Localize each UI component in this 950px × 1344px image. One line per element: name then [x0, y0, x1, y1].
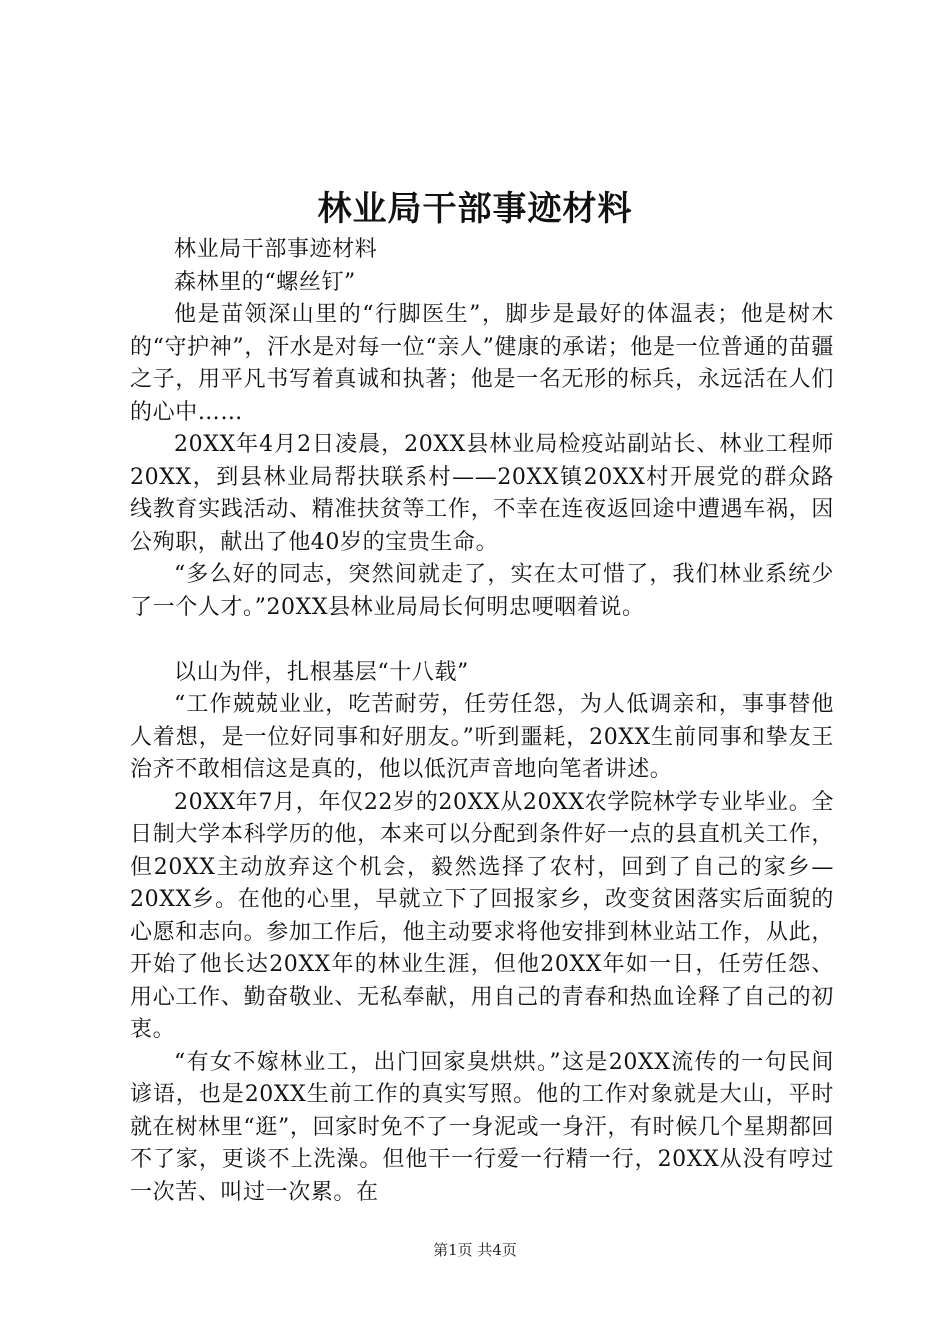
paragraph: “多么好的同志，突然间就走了，实在太可惜了，我们林业系统少了一个人才。”20XX县林业局局长何明忠哽咽着说。 — [130, 562, 834, 620]
paragraph: 他是苗领深山里的“行脚医生”，脚步是最好的体温表；他是树木的“守护神”，汗水是对每一位“亲人”健康的承诺；他是一位普通的苗疆之子，用平凡书写着真诚和执著；他是一名无形的标兵，永远活在人们的心中…… — [130, 302, 834, 425]
document-body — [130, 234, 834, 1209]
page-number: 第1页 共4页 — [433, 1241, 517, 1259]
paragraph: 20XX年4月2日凌晨，20XX县林业局检疫站副站长、林业工程师20XX，到县林业局帮扶联系村——20XX镇20XX村开展党的群众路线教育实践活动、精准扶贫等工作，不幸在连夜返回途中遭遇车祸，因公殉职，献出了他40岁的宝贵生命。 — [130, 432, 834, 555]
paragraph: “有女不嫁林业工，出门回家臭烘烘。”这是20XX流传的一句民间谚语，也是20XX生前工作的真实写照。他的工作对象就是大山，平时就在树林里“逛”，回家时免不了一身泥或一身汗，有时候几个星期都回不了家，更谈不上洗澡。但他干一行爱一行精一行，20XX从没有哼过一次苦、叫过一次累。在 — [130, 1049, 834, 1205]
page-title: 林业局干部事迹材料 — [317, 189, 633, 229]
paragraph-section-heading: 森林里的“螺丝钉” — [174, 269, 356, 295]
paragraph: “工作兢兢业业，吃苦耐劳，任劳任怨，为人低调亲和，事事替他人着想，是一位好同事和好朋友。”听到噩耗，20XX生前同事和挚友王治齐不敢相信这是真的，他以低沉声音地向笔者讲述。 — [130, 692, 834, 782]
blank-line — [130, 624, 834, 657]
paragraph-subtitle: 林业局干部事迹材料 — [174, 237, 378, 262]
paragraph: 20XX年7月，年仅22岁的20XX从20XX农学院林学专业毕业。全日制大学本科学历的他，本来可以分配到条件好一点的县直机关工作，但20XX主动放弃这个机会，毅然选择了农村，回到了自己的家乡—20XX乡。在他的心里，早就立下了回报家乡，改变贫困落实后面貌的心愿和志向。参加工作后，他主动要求将他安排到林业站工作，从此，开始了他长达20XX年的林业生涯，但他20XX年如一日，任劳任怨、用心工作、勤奋敬业、无私奉献，用自己的青春和热血诠释了自己的初衷。 — [130, 789, 834, 1042]
paragraph-section-heading: 以山为伴，扎根基层“十八载” — [174, 659, 469, 685]
